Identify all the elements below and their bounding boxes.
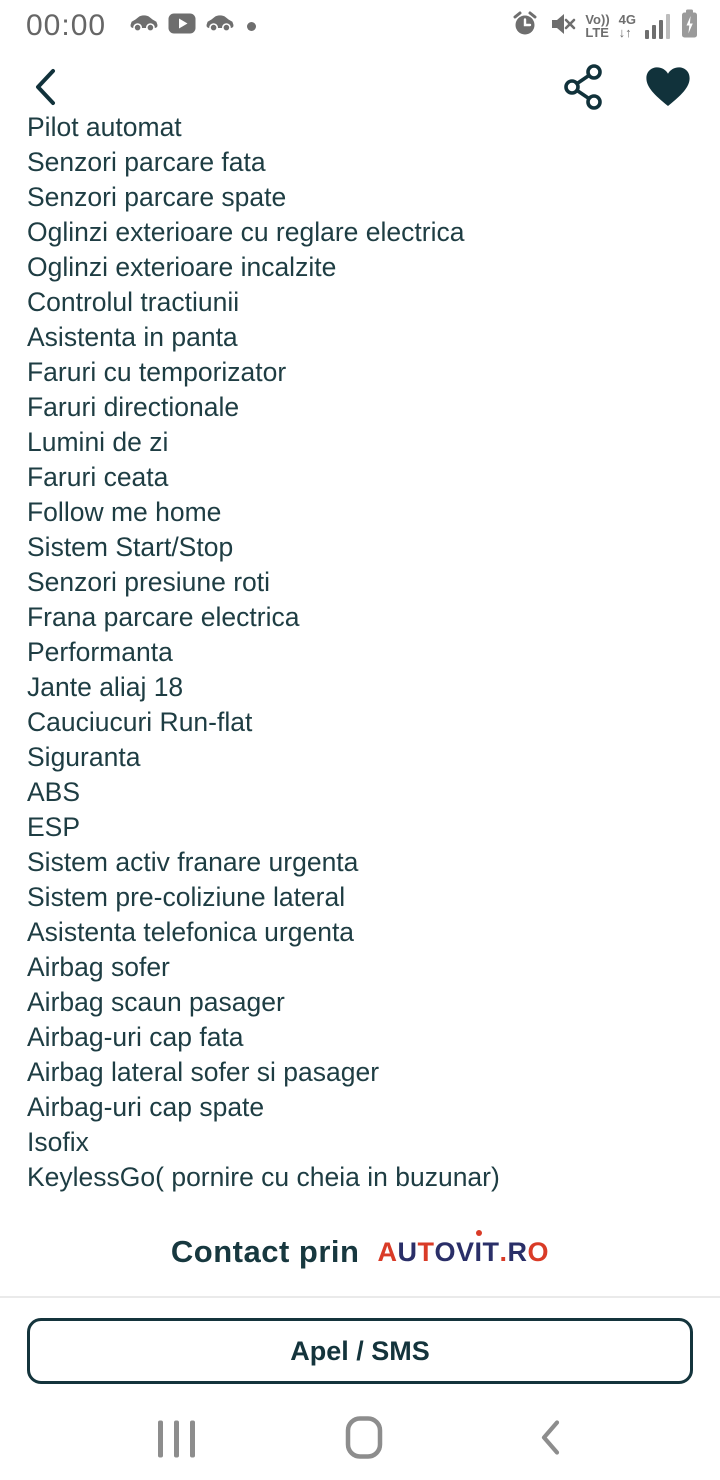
contact-row	[0, 1230, 720, 1274]
logo-letter: V	[456, 1236, 475, 1267]
clock-time: 00:00	[26, 9, 107, 42]
notification-dot-icon	[247, 22, 256, 31]
logo-letter: T	[417, 1236, 435, 1267]
feature-item: Jante aliaj 18	[27, 672, 184, 702]
feature-item: Faruri directionale	[27, 392, 240, 422]
logo-letter: T	[482, 1236, 500, 1267]
logo-letter: U	[397, 1236, 418, 1267]
logo-letter: .	[499, 1236, 508, 1267]
call-sms-button[interactable]: Apel / SMS	[27, 1318, 693, 1384]
section-divider	[0, 1296, 720, 1298]
feature-item: Faruri ceata	[27, 462, 169, 492]
feature-item: Airbag scaun pasager	[27, 987, 285, 1017]
autovit-logo	[377, 1237, 549, 1268]
feature-item: ABS	[27, 777, 81, 807]
features-items	[0, 110, 720, 1195]
feature-item: Siguranta	[27, 742, 141, 772]
feature-item: Airbag-uri cap fata	[27, 1022, 244, 1052]
share-button[interactable]	[562, 63, 606, 114]
logo-letter: O	[527, 1236, 550, 1267]
feature-item: Performanta	[27, 637, 173, 667]
favorite-button[interactable]	[644, 65, 692, 112]
youtube-icon	[168, 13, 196, 39]
features-list[interactable]	[0, 112, 720, 1204]
4g-indicator: 4G ↓↑	[618, 12, 636, 40]
status-bar	[0, 0, 720, 46]
feature-item: ESP	[27, 812, 81, 842]
feature-item: Follow me home	[27, 497, 222, 527]
home-button[interactable]	[338, 1409, 390, 1470]
contact-label: Contact prin	[170, 1234, 360, 1269]
logo-letter: A	[377, 1236, 398, 1267]
share-icon	[562, 63, 606, 114]
car-icon	[205, 12, 235, 40]
feature-item: KeylessGo( pornire cu cheia in buzunar)	[27, 1162, 500, 1192]
feature-item: Lumini de zi	[27, 427, 169, 457]
feature-item: Senzori presiune roti	[27, 567, 271, 597]
feature-item: Sistem activ franare urgenta	[27, 847, 359, 877]
feature-item: Sistem Start/Stop	[27, 532, 234, 562]
feature-item: Senzori parcare spate	[27, 182, 287, 212]
nav-back-icon	[536, 1446, 564, 1461]
feature-item: Oglinzi exterioare cu reglare electrica	[27, 217, 465, 247]
feature-item: Controlul tractiunii	[27, 287, 240, 317]
nav-back-button[interactable]	[530, 1412, 570, 1467]
feature-item: Senzori parcare fata	[27, 147, 266, 177]
feature-item: Airbag-uri cap spate	[27, 1092, 265, 1122]
logo-letter: O	[434, 1236, 456, 1267]
volte-indicator: Vo)) LTE	[585, 12, 610, 40]
feature-item: Asistenta in panta	[27, 322, 238, 352]
recents-button[interactable]	[152, 1415, 201, 1464]
feature-item: Frana parcare electrica	[27, 602, 300, 632]
feature-item: Oglinzi exterioare incalzite	[27, 252, 337, 282]
mute-icon	[548, 10, 576, 43]
feature-item: Cauciucuri Run-flat	[27, 707, 253, 737]
logo-letter: I	[474, 1236, 483, 1267]
feature-item: Airbag sofer	[27, 952, 170, 982]
feature-item: Pilot automat	[27, 112, 182, 142]
logo-letter: R	[507, 1236, 528, 1267]
feature-item: Sistem pre-coliziune lateral	[27, 882, 346, 912]
bottom-navigation	[0, 1398, 720, 1480]
alarm-icon	[511, 10, 539, 43]
heart-icon	[644, 65, 692, 112]
battery-charging-icon	[679, 8, 700, 44]
recents-icon	[158, 1421, 195, 1458]
feature-item: Asistenta telefonica urgenta	[27, 917, 355, 947]
feature-item: Airbag lateral sofer si pasager	[27, 1057, 380, 1087]
signal-bars-icon	[645, 13, 670, 39]
back-button[interactable]	[28, 66, 64, 111]
home-icon	[344, 1449, 384, 1464]
car-icon	[129, 12, 159, 40]
back-icon	[28, 66, 64, 111]
feature-item: Faruri cu temporizator	[27, 357, 287, 387]
feature-item: Isofix	[27, 1127, 89, 1157]
